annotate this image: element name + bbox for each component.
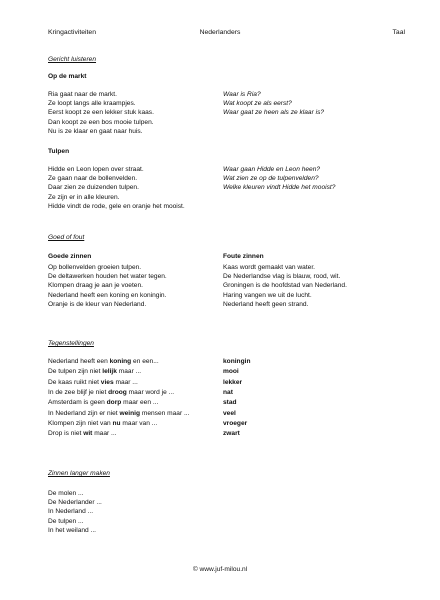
tegenstelling-sentence [48, 420, 157, 427]
answer-word: mooi [223, 368, 239, 376]
answer-word: koningin [223, 358, 251, 365]
sentence-part: mensen maar ... [140, 409, 190, 417]
tegenstelling-sentence [48, 358, 159, 365]
answer-word: nat [223, 388, 233, 396]
bad-sentences-heading: Foute zinnen [223, 253, 264, 260]
sentence-line: Oranje is de kleur van Nederland. [48, 300, 147, 308]
zinnen-list [48, 490, 102, 536]
text-line: Hidde en Leon lopen over straat. [48, 166, 144, 173]
sentence-part: maar word je ... [126, 388, 175, 396]
tegenstelling-sentence [48, 399, 158, 406]
section-title-goed-of-fout: Goed of fout [48, 234, 85, 241]
answer-word: veel [223, 409, 236, 417]
sentence-part: In Nederland zijn er niet [48, 409, 120, 417]
text-line: Nu is ze klaar en gaat naar huis. [48, 127, 143, 135]
question-line: Wat zien ze op de tulpenvelden? [223, 175, 319, 183]
tegenstelling-row [48, 430, 368, 440]
text-line: Dan koopt ze een bos mooie tulpen. [48, 118, 154, 126]
sentence-starter: In het weiland ... [48, 526, 97, 534]
sentence-starter: De tulpen ... [48, 517, 84, 525]
question-line: Welke kleuren vindt Hidde het mooist? [223, 184, 336, 192]
tegenstelling-row [48, 389, 368, 399]
section-title-tegenstellingen: Tegenstellingen [48, 340, 94, 347]
sentence-line: Groningen is de hoofdstad van Nederland. [223, 282, 347, 290]
sentence-part: Drop is niet [48, 430, 84, 438]
key-word: wit [83, 430, 93, 438]
good-sentences-heading: Goede zinnen [48, 253, 92, 260]
sentence-line: Haring vangen we uit de lucht. [223, 291, 312, 299]
tegenstelling-row [48, 399, 368, 409]
key-word: vies [100, 378, 114, 386]
sentence-part: Amsterdam is geen [48, 399, 107, 407]
subtitle-tulpen: Tulpen [48, 148, 70, 155]
answer-word: vroeger [223, 419, 248, 427]
subtitle-op-de-markt: Op de markt [48, 73, 87, 80]
question-line: Waar gaan Hidde en Leon heen? [223, 166, 321, 173]
sentence-part: maar van ... [120, 419, 158, 427]
question-line: Waar is Ria? [223, 91, 261, 98]
sentence-line: Nederland heeft geen strand. [223, 300, 309, 308]
sentence-part: Klompen zijn niet van [48, 419, 113, 427]
sentence-part: Nederland heeft een [48, 358, 110, 365]
sentence-starter: De Nederlander ... [48, 499, 102, 507]
text-line: Ze gaan naar de bollenvelden. [48, 175, 138, 183]
header-right: Taal [392, 29, 405, 36]
text-line: Ze zijn er in alle kleuren. [48, 193, 120, 201]
answer-word: lekker [223, 378, 243, 386]
sentence-line: Klompen draag je aan je voeten. [48, 282, 143, 290]
answer-word: zwart [223, 430, 240, 438]
key-word: droog [108, 388, 127, 396]
tegenstelling-sentence [48, 389, 174, 396]
tegenstelling-row [48, 379, 368, 389]
tulpen-questions [223, 166, 335, 194]
sentence-line: Kaas wordt gemaakt van water. [223, 264, 315, 271]
tegenstelling-row [48, 410, 368, 420]
sentence-part: maar ... [113, 378, 138, 386]
sentence-starter: De molen ... [48, 490, 84, 497]
header-center: Nederlanders [199, 29, 241, 36]
sentence-line: De deltawerken houden het water tegen. [48, 273, 167, 281]
key-word: koning [109, 358, 132, 365]
bad-sentences [223, 253, 347, 310]
sentence-part: In de zee blijf je niet [48, 388, 109, 396]
sentence-line: Nederland heeft een koning en koningin. [48, 291, 167, 299]
key-word: dorp [106, 399, 122, 407]
key-word: nu [112, 419, 121, 427]
tegenstelling-sentence [48, 430, 117, 437]
sentence-part: maar ... [116, 368, 142, 376]
tegenstelling-sentence [48, 379, 138, 386]
header-left: Kringactiviteiten [48, 29, 96, 36]
sentence-starter: In Nederland ... [48, 508, 94, 516]
markt-questions [223, 91, 324, 119]
tegenstelling-sentence [48, 410, 189, 417]
text-line: Hidde vindt de rode, gele en oranje het mooist. [48, 202, 185, 210]
tulpen-text [48, 166, 185, 212]
sentence-line: De Nederlandse vlag is blauw, rood, wit. [223, 273, 341, 281]
section-title-zinnen-langer-maken: Zinnen langer maken [48, 470, 110, 477]
sentence-line: Op bollenvelden groeien tulpen. [48, 264, 142, 271]
sentence-part: maar ... [92, 430, 117, 438]
text-line: Daar zien ze duizenden tulpen. [48, 184, 139, 192]
sentence-part: De kaas ruikt niet [48, 378, 101, 386]
question-line: Wat koopt ze als eerst? [223, 100, 292, 108]
answer-word: stad [223, 399, 237, 407]
tegenstelling-sentence [48, 368, 141, 375]
text-line: Ria gaat naar de markt. [48, 91, 117, 98]
tegenstelling-row [48, 420, 368, 430]
key-word: lelijk [102, 368, 117, 376]
tegenstelling-row [48, 368, 368, 378]
section-title-gericht-luisteren: Gericht luisteren [48, 56, 97, 63]
markt-text [48, 91, 154, 137]
sentence-part: maar een ... [121, 399, 159, 407]
key-word: weinig [119, 409, 140, 417]
text-line: Eerst koopt ze een lekker stuk kaas. [48, 109, 154, 117]
sentence-part: en een... [131, 358, 159, 365]
footer-copyright: © www.juf-milou.nl [192, 566, 248, 573]
question-line: Waar gaat ze heen als ze klaar is? [223, 109, 325, 117]
tegenstelling-row [48, 358, 368, 368]
good-sentences [48, 253, 167, 310]
text-line: Ze loopt langs alle kraampjes. [48, 100, 136, 108]
sentence-part: De tulpen zijn niet [48, 368, 103, 376]
